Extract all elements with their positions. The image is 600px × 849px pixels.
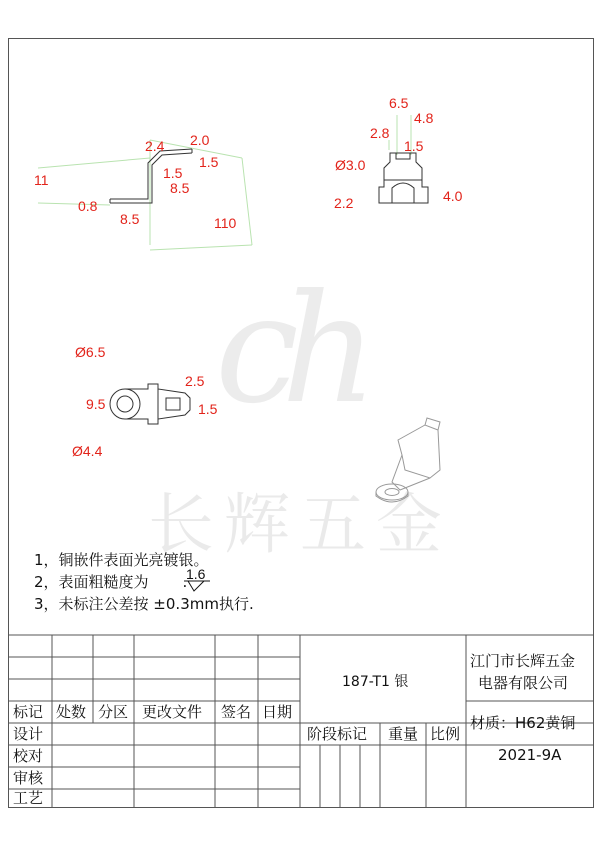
note-roughness-suffix: . xyxy=(182,573,188,591)
header-weight: 重量 xyxy=(388,725,419,743)
dim-side-thickness: 0.8 xyxy=(78,198,98,214)
dim-side-tip: 2.0 xyxy=(190,132,210,148)
row-design: 设计 xyxy=(13,725,44,743)
dim-front-hole: Ø3.0 xyxy=(335,157,366,173)
header-scale: 比例 xyxy=(430,725,461,743)
dim-front-upper: 4.8 xyxy=(414,110,434,126)
header-date: 日期 xyxy=(262,703,293,721)
isometric-sketch xyxy=(376,418,440,502)
dim-side-angle: 110 xyxy=(214,215,237,231)
roughness-value: 1.6 xyxy=(186,566,206,582)
dim-front-overall: 4.0 xyxy=(443,188,463,204)
note-silver-plating: 1，铜嵌件表面光亮镀银。 xyxy=(34,551,209,569)
dim-side-bend: 2.4 xyxy=(145,138,165,154)
dim-top-slot: 1.5 xyxy=(198,401,218,417)
note-tolerance: 3，未标注公差按 ±0.3mm执行. xyxy=(34,595,254,613)
company-name-line2: 电器有限公司 xyxy=(478,674,569,692)
row-proofread: 校对 xyxy=(13,747,44,765)
row-process: 工艺 xyxy=(13,789,44,807)
dim-top-tab: 2.5 xyxy=(185,373,205,389)
dim-side-height: 11 xyxy=(34,172,49,188)
date-code: 2021-9A xyxy=(498,746,562,764)
dim-top-ring-inner: Ø4.4 xyxy=(72,443,103,459)
material-spec: 材质：H62黄铜 xyxy=(470,714,576,732)
watermark-company-name: 长辉五金 xyxy=(148,486,452,563)
dim-side-base: 8.5 xyxy=(120,211,140,227)
company-name-line1: 江门市长辉五金 xyxy=(470,652,576,670)
dim-side-gap: 1.5 xyxy=(163,165,183,181)
dim-side-offset: 1.5 xyxy=(199,154,219,170)
note-roughness-label: 2，表面粗糙度为 xyxy=(34,573,149,591)
top-view-part xyxy=(110,384,190,424)
header-signature: 签名 xyxy=(221,703,252,721)
dim-front-height: 6.5 xyxy=(389,95,409,111)
header-count: 处数 xyxy=(56,703,87,721)
dim-top-width: 9.5 xyxy=(86,396,106,412)
watermark-logo: ch xyxy=(215,263,360,437)
roughness-symbol-icon xyxy=(182,567,212,597)
dim-front-slot: 1.5 xyxy=(404,138,424,154)
part-name: 187-T1 银 xyxy=(342,674,409,690)
front-view-part xyxy=(379,153,428,203)
dim-side-length: 8.5 xyxy=(170,180,190,196)
dim-front-width: 2.8 xyxy=(370,125,390,141)
dim-front-base: 2.2 xyxy=(334,195,354,211)
header-mark: 标记 xyxy=(13,703,44,721)
header-change-doc: 更改文件 xyxy=(142,703,203,721)
row-review: 审核 xyxy=(13,769,44,787)
header-zone: 分区 xyxy=(98,703,129,721)
dim-top-ring-outer: Ø6.5 xyxy=(75,344,106,360)
note-roughness xyxy=(34,575,187,590)
header-stage-mark: 阶段标记 xyxy=(307,725,368,743)
